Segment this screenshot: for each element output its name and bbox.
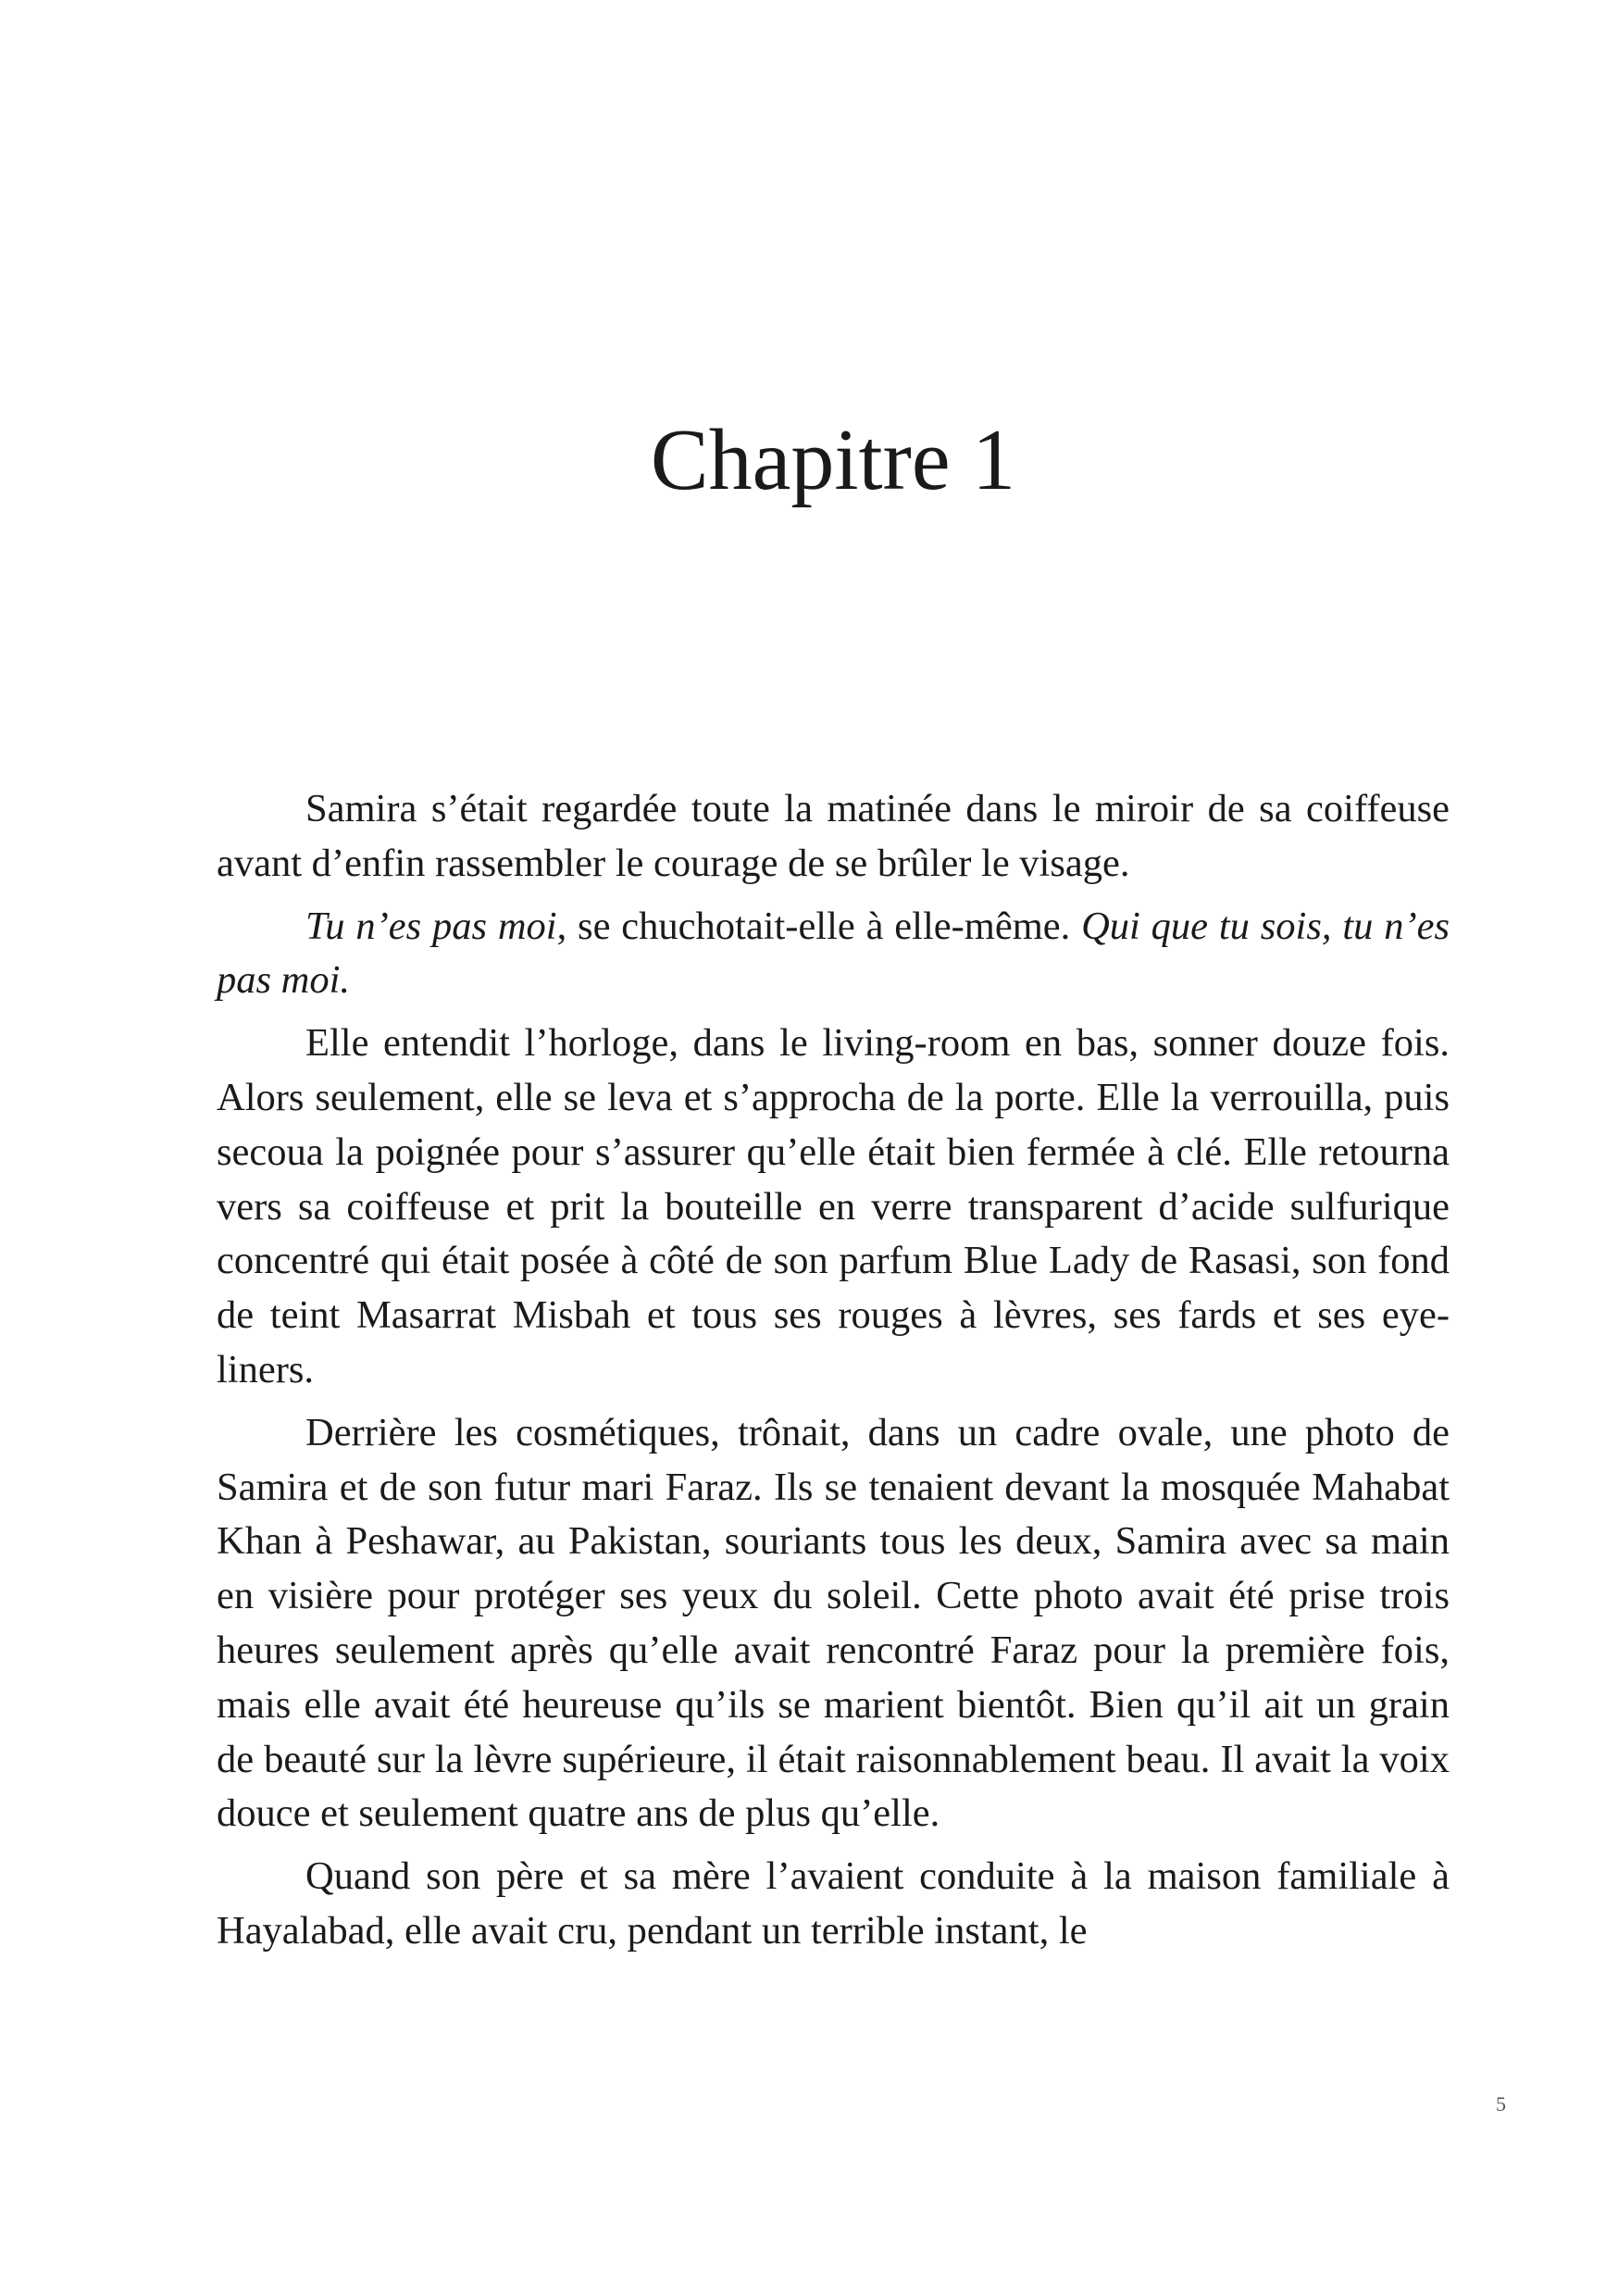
text-run: Derrière les cosmétiques, trônait, dans un cadre ovale, une photo de Samira et de son futur mari Faraz. Ils se tenaient devant la mosquée Mahabat Khan à Peshawar, au Pakistan, souriants tous les deux, Samira avec sa main en visière pour protéger ses yeux du soleil. Cette photo avait été prise trois heures seulement après qu’elle avait rencontré Faraz pour la première fois, mais elle avait été heureuse qu’ils se marient bientôt. Bien qu’il ait un grain de beauté sur la lèvre supérieure, il était raisonnablement beau. Il avait la voix douce et seulement quatre ans de plus qu’elle.: [217, 1410, 1450, 1836]
text-run: Samira s’était regardée toute la matinée dans le miroir de sa coiffeuse avant d’enfin rassembler le courage de se brûler le visage.: [217, 787, 1450, 885]
paragraph-2: [217, 900, 1450, 1009]
body-text: [217, 782, 1450, 1967]
page-number: 5: [1496, 2092, 1506, 2115]
text-run: Quand son père et sa mère l’avaient conduite à la maison familiale à Hayalabad, elle avait cru, pendant un terrible instant, le: [217, 1854, 1450, 1953]
text-run-italic: Qui que tu sois, tu n’es pas moi.: [217, 904, 1450, 1003]
text-run-italic: Tu n’es pas moi: [305, 904, 557, 948]
paragraph-3: [217, 1017, 1450, 1398]
paragraph-4: [217, 1406, 1450, 1841]
paragraph-1: [217, 782, 1450, 892]
chapter-title: Chapitre 1: [650, 412, 1016, 508]
text-run: , se chuchotait-elle à elle-même.: [556, 904, 1082, 948]
text-run: Elle entendit l’horloge, dans le living-room en bas, sonner douze fois. Alors seulement, elle se leva et s’approcha de la porte. Elle la verrouilla, puis secoua la poignée pour s’assurer qu’elle était bien fermée à clé. Elle retourna vers sa coiffeuse et prit la bouteille en verre transparent d’acide sulfurique concentré qui était posée à côté de son parfum Blue Lady de Rasasi, son fond de teint Masarrat Misbah et tous ses rouges à lèvres, ses fards et ses eye-liners.: [217, 1021, 1450, 1391]
paragraph-5: [217, 1850, 1450, 1959]
